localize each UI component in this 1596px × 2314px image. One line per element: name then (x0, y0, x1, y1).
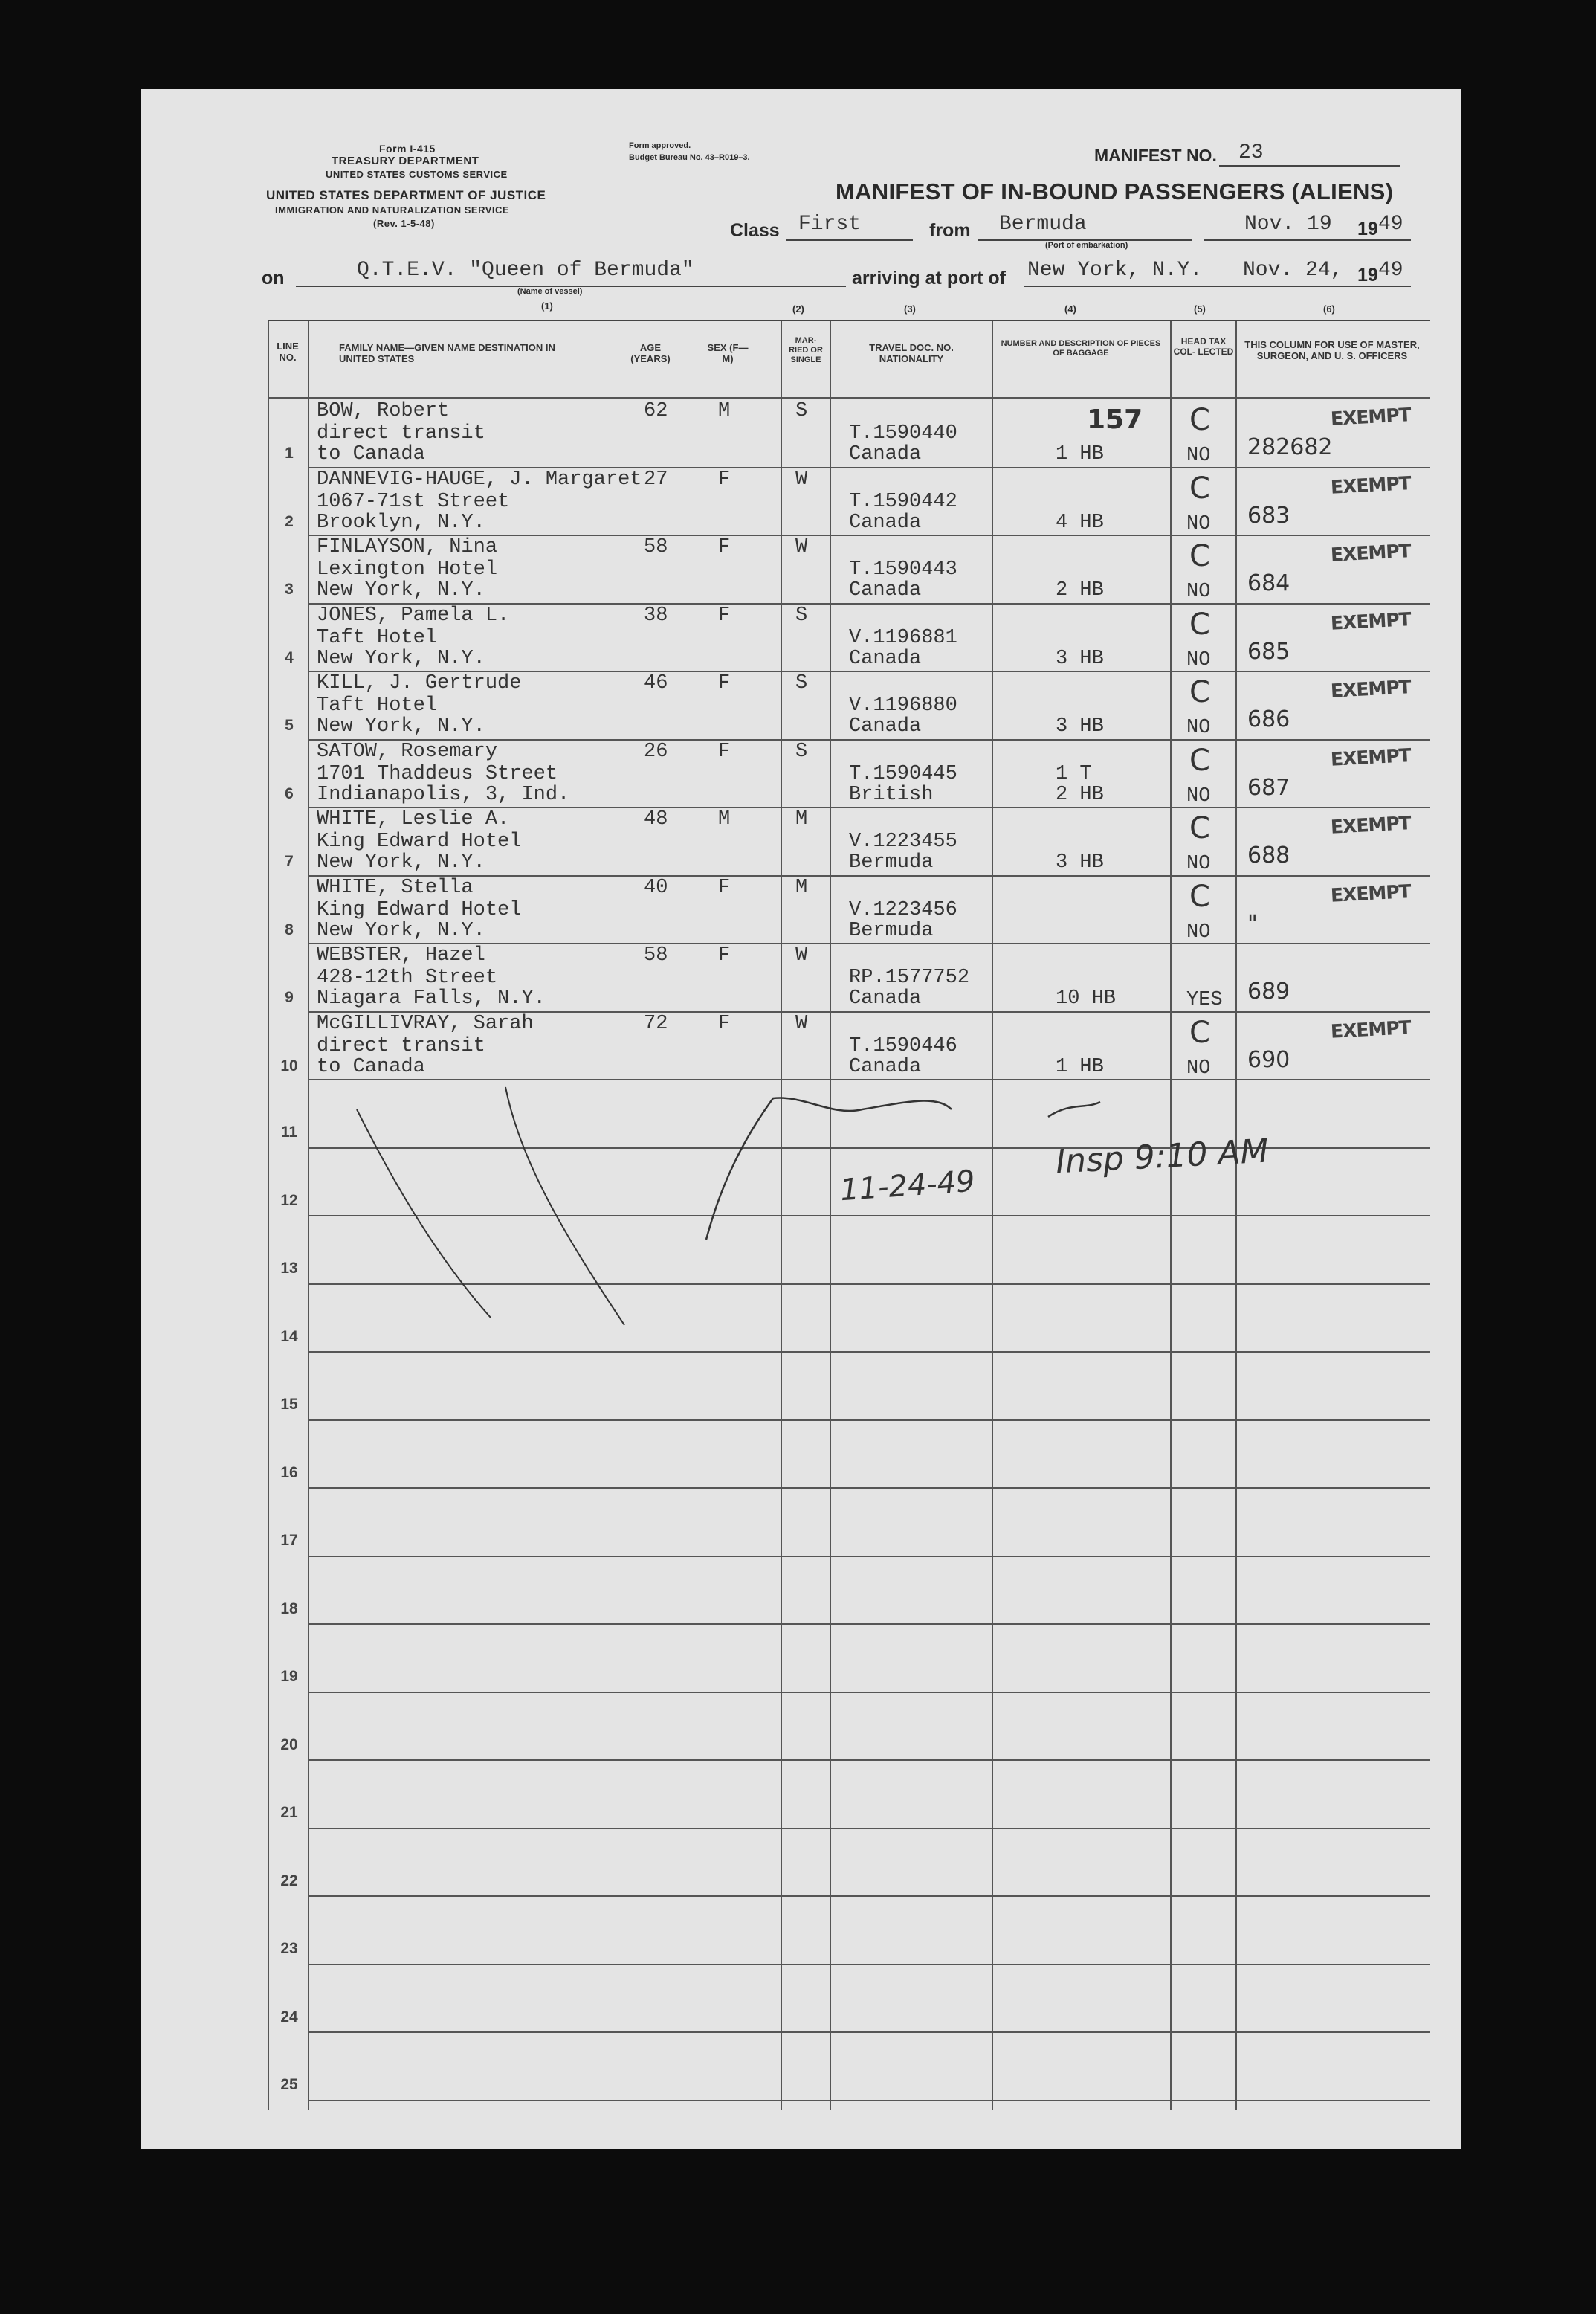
passenger-sex: F (718, 1012, 731, 1035)
head-tax-mark: C (1189, 743, 1210, 778)
baggage-note: 157 (1087, 405, 1143, 435)
nationality: Canada (849, 715, 922, 738)
line-number: 10 (280, 1057, 298, 1074)
inspector-note: Insp 9:10 AM (1054, 1132, 1270, 1182)
from-label: from (929, 220, 971, 241)
officer-number: " (1247, 910, 1258, 937)
passenger-age: 62 (644, 400, 668, 422)
class-line (786, 239, 913, 241)
manifest-no-line (1219, 165, 1400, 167)
embarkation-caption: (Port of embarkation) (1045, 241, 1128, 250)
depart-date: Nov. 19 (1244, 213, 1332, 236)
passenger-name: KILL, J. Gertrude (317, 672, 522, 694)
nationality: Bermuda (849, 851, 934, 874)
passenger-marital: S (795, 400, 808, 422)
row-divider (308, 1623, 1430, 1625)
row-divider (308, 2031, 1430, 2033)
baggage-hand: 3 HB (1056, 851, 1104, 874)
baggage-hand: 2 HB (1056, 783, 1104, 806)
col-num-2: (2) (792, 303, 804, 315)
row-divider (308, 1759, 1430, 1761)
arrival-line (1024, 286, 1411, 287)
passenger-age: 58 (644, 944, 668, 967)
exempt-stamp: EXEMPT (1330, 880, 1412, 906)
col-age: AGE (YEARS) (630, 342, 671, 364)
line-number: 20 (280, 1736, 298, 1753)
head-tax-collected: NO (1186, 512, 1211, 535)
head-tax-collected: YES (1186, 989, 1223, 1011)
on-label: on (262, 268, 285, 289)
passenger-sex: M (718, 808, 731, 831)
passenger-age: 40 (644, 876, 668, 899)
budget-bureau: Budget Bureau No. 43–R019–3. (629, 153, 750, 162)
passenger-age: 48 (644, 808, 668, 831)
col-num-1: (1) (541, 300, 553, 312)
line-number: 6 (285, 784, 294, 802)
col-baggage: NUMBER AND DESCRIPTION OF PIECES OF BAGGAGE (1001, 339, 1161, 358)
passenger-age: 38 (644, 604, 668, 627)
head-tax-mark: C (1189, 539, 1210, 573)
travel-doc-no: T.1590446 (849, 1034, 957, 1057)
passenger-sex: F (718, 944, 731, 967)
head-tax-mark: C (1189, 471, 1210, 506)
exempt-stamp: EXEMPT (1330, 812, 1412, 838)
line-number: 19 (280, 1668, 298, 1685)
passenger-marital: W (795, 1012, 808, 1035)
head-tax-collected: NO (1186, 1057, 1211, 1080)
passenger-destination: Niagara Falls, N.Y. (317, 987, 546, 1010)
passenger-sex: F (718, 740, 731, 763)
passenger-marital: M (795, 808, 808, 831)
passenger-sex: M (718, 400, 731, 422)
line-number: 21 (280, 1804, 298, 1821)
line-number: 1 (285, 445, 294, 462)
col-line-no: LINE NO. (277, 341, 299, 363)
passenger-name: WHITE, Stella (317, 876, 474, 899)
form-number: Form I-415 (379, 143, 436, 155)
pen-stroke (505, 1087, 624, 1325)
passenger-marital: S (795, 604, 808, 627)
ins-service: IMMIGRATION AND NATURALIZATION SERVICE (275, 204, 510, 216)
passenger-age: 26 (644, 740, 668, 763)
col-travel-doc: TRAVEL DOC. NO. NATIONALITY (869, 342, 954, 364)
passenger-marital: S (795, 740, 808, 763)
line-number: 5 (285, 717, 294, 734)
passenger-destination: Indianapolis, 3, Ind. (317, 783, 570, 806)
travel-doc-no: V.1223455 (849, 831, 957, 853)
exempt-stamp: EXEMPT (1330, 607, 1412, 634)
vessel-name: Q.T.E.V. "Queen of Bermuda" (357, 259, 694, 282)
travel-doc-no: T.1590442 (849, 490, 957, 513)
passenger-name: BOW, Robert (317, 400, 450, 422)
head-tax-collected: NO (1186, 445, 1211, 467)
row-divider (308, 1964, 1430, 1965)
head-tax-collected: NO (1186, 921, 1211, 944)
passenger-age: 27 (644, 468, 668, 491)
passenger-destination: direct transit (317, 422, 485, 445)
passenger-name: WHITE, Leslie A. (317, 808, 510, 831)
officer-number: 683 (1247, 502, 1290, 529)
passenger-destination: 428-12th Street (317, 967, 498, 989)
passenger-marital: W (795, 944, 808, 967)
travel-doc-no: V.1223456 (849, 898, 957, 921)
passenger-destination: New York, N.Y. (317, 851, 485, 874)
arriving-label: arriving at port of (852, 268, 1006, 289)
exempt-stamp: EXEMPT (1330, 540, 1412, 566)
line-number: 8 (285, 921, 294, 938)
manifest-sheet (141, 89, 1461, 2149)
travel-doc-no: RP.1577752 (849, 967, 970, 989)
col-num-6: (6) (1323, 303, 1335, 315)
head-tax-mark: C (1189, 879, 1210, 914)
passenger-sex: F (718, 536, 731, 558)
officer-number: 282682 (1247, 434, 1333, 460)
depart-year: 49 (1378, 213, 1403, 236)
passenger-destination: to Canada (317, 1055, 425, 1078)
passenger-name: SATOW, Rosemary (317, 740, 498, 763)
row-divider (308, 1828, 1430, 1829)
travel-doc-no: T.1590445 (849, 762, 957, 785)
passenger-destination: King Edward Hotel (317, 831, 522, 853)
exempt-stamp: EXEMPT (1330, 1016, 1412, 1042)
line-number: 2 (285, 512, 294, 530)
travel-doc-no: V.1196881 (849, 626, 957, 649)
class-label: Class (730, 220, 780, 241)
arrival-port: New York, N.Y. (1027, 259, 1203, 282)
passenger-sex: F (718, 604, 731, 627)
col-name-dest: FAMILY NAME—GIVEN NAME DESTINATION IN UNITED STATES (339, 342, 555, 364)
vessel-caption: (Name of vessel) (517, 287, 583, 296)
arrival-year: 49 (1378, 259, 1403, 282)
exempt-stamp: EXEMPT (1330, 676, 1412, 702)
col-officers: THIS COLUMN FOR USE OF MASTER, SURGEON, AND U. S. OFFICERS (1244, 339, 1420, 361)
head-tax-collected: NO (1186, 581, 1211, 603)
baggage-hand: 10 HB (1056, 987, 1117, 1010)
arrival-date: Nov. 24, (1243, 259, 1343, 282)
arrival-year-prefix: 19 (1357, 265, 1378, 286)
depart-year-prefix: 19 (1357, 219, 1378, 239)
passenger-destination: 1067-71st Street (317, 490, 510, 513)
row-divider (308, 1895, 1430, 1897)
nationality: Canada (849, 987, 922, 1010)
baggage-trunks: 1 T (1056, 762, 1092, 785)
baggage-hand: 4 HB (1056, 511, 1104, 534)
nationality: Canada (849, 579, 922, 602)
nationality: Bermuda (849, 919, 934, 942)
officer-number: 688 (1247, 842, 1290, 868)
travel-doc-no: V.1196880 (849, 694, 957, 717)
passenger-destination: Lexington Hotel (317, 558, 498, 581)
exempt-stamp: EXEMPT (1330, 744, 1412, 770)
passenger-destination: Taft Hotel (317, 626, 438, 649)
row-divider (308, 1692, 1430, 1693)
nationality: Canada (849, 443, 922, 465)
baggage-hand: 1 HB (1056, 1055, 1104, 1078)
pen-stroke (1048, 1102, 1100, 1117)
passenger-marital: W (795, 468, 808, 491)
officer-number: 687 (1247, 774, 1290, 801)
line-number: 22 (280, 1872, 298, 1889)
passenger-table (268, 320, 1430, 2110)
passenger-marital: W (795, 536, 808, 558)
exempt-stamp: EXEMPT (1330, 471, 1412, 498)
head-tax-mark: C (1189, 675, 1210, 709)
col-sex: SEX (F—M) (707, 342, 749, 364)
officer-number: 686 (1247, 706, 1290, 732)
head-tax-collected: NO (1186, 717, 1211, 739)
line-number: 18 (280, 1599, 298, 1617)
nationality: Canada (849, 647, 922, 670)
col-num-4: (4) (1064, 303, 1076, 315)
justice-dept: UNITED STATES DEPARTMENT OF JUSTICE (266, 188, 546, 202)
baggage-hand: 3 HB (1056, 715, 1104, 738)
handwriting-overlay (268, 321, 1430, 1437)
head-tax-mark: C (1189, 1015, 1210, 1050)
signature-date: 11-24-49 (839, 1164, 976, 1208)
line-number: 16 (280, 1463, 298, 1481)
head-tax-collected: NO (1186, 853, 1211, 875)
head-tax-collected: NO (1186, 648, 1211, 671)
depart-date-line (1204, 239, 1411, 241)
passenger-destination: New York, N.Y. (317, 715, 485, 738)
officer-number: 684 (1247, 570, 1290, 596)
passenger-name: DANNEVIG-HAUGE, J. Margaret (317, 468, 642, 491)
passenger-destination: New York, N.Y. (317, 579, 485, 602)
line-number: 12 (280, 1191, 298, 1209)
line-number: 17 (280, 1532, 298, 1549)
passenger-name: JONES, Pamela L. (317, 604, 510, 627)
line-number: 15 (280, 1396, 298, 1413)
nationality: Canada (849, 511, 922, 534)
head-tax-mark: C (1189, 403, 1210, 437)
passenger-sex: F (718, 468, 731, 491)
form-approved: Form approved. (629, 141, 691, 150)
passenger-marital: S (795, 672, 808, 694)
col-head-tax: HEAD TAX COL- LECTED (1173, 336, 1234, 357)
from-value: Bermuda (999, 213, 1087, 236)
line-number: 9 (285, 989, 294, 1006)
col-marital: MAR- RIED OR SINGLE (789, 336, 823, 364)
baggage-hand: 1 HB (1056, 443, 1104, 465)
head-tax-collected: NO (1186, 784, 1211, 808)
nationality: British (849, 783, 934, 806)
customs-service: UNITED STATES CUSTOMS SERVICE (326, 169, 508, 180)
passenger-age: 58 (644, 536, 668, 558)
baggage-hand: 3 HB (1056, 647, 1104, 670)
passenger-sex: F (718, 672, 731, 694)
line-number: 7 (285, 853, 294, 870)
line-number: 23 (280, 1940, 298, 1957)
line-number: 14 (280, 1327, 298, 1345)
col-num-3: (3) (904, 303, 916, 315)
line-number: 24 (280, 2008, 298, 2025)
line-number: 13 (280, 1260, 298, 1277)
line-number: 25 (280, 2076, 298, 2093)
manifest-no-label: MANIFEST NO. (1094, 146, 1217, 165)
class-value: First (798, 213, 862, 236)
baggage-hand: 2 HB (1056, 579, 1104, 602)
row-divider (308, 2100, 1430, 2101)
head-tax-mark: C (1189, 811, 1210, 845)
passenger-destination: direct transit (317, 1034, 485, 1057)
nationality: Canada (849, 1055, 922, 1078)
row-divider (308, 1556, 1430, 1557)
row-divider (308, 1487, 1430, 1489)
form-revision: (Rev. 1-5-48) (373, 218, 435, 229)
line-number: 4 (285, 648, 294, 666)
passenger-destination: to Canada (317, 443, 425, 465)
passenger-marital: M (795, 876, 808, 899)
officer-number: 685 (1247, 638, 1290, 665)
passenger-destination: Brooklyn, N.Y. (317, 511, 485, 534)
passenger-name: McGILLIVRAY, Sarah (317, 1012, 534, 1035)
officer-number: 689 (1247, 979, 1290, 1005)
passenger-sex: F (718, 876, 731, 899)
line-number: 3 (285, 581, 294, 598)
travel-doc-no: T.1590440 (849, 422, 957, 445)
travel-doc-no: T.1590443 (849, 558, 957, 581)
passenger-destination: King Edward Hotel (317, 898, 522, 921)
passenger-name: WEBSTER, Hazel (317, 944, 485, 967)
head-tax-mark: C (1189, 607, 1210, 642)
manifest-title: MANIFEST OF IN-BOUND PASSENGERS (ALIENS) (836, 178, 1394, 204)
passenger-destination: 1701 Thaddeus Street (317, 762, 558, 785)
pen-stroke (357, 1109, 491, 1318)
passenger-destination: Taft Hotel (317, 694, 438, 717)
passenger-name: FINLAYSON, Nina (317, 536, 498, 558)
passenger-destination: New York, N.Y. (317, 647, 485, 670)
passenger-age: 46 (644, 672, 668, 694)
passenger-destination: New York, N.Y. (317, 919, 485, 942)
exempt-stamp: EXEMPT (1330, 404, 1412, 430)
manifest-no-value: 23 (1238, 141, 1264, 164)
line-number: 11 (280, 1124, 298, 1141)
treasury-dept: TREASURY DEPARTMENT (332, 155, 479, 167)
passenger-age: 72 (644, 1012, 668, 1035)
col-num-5: (5) (1194, 303, 1206, 315)
officer-number: 690 (1247, 1046, 1290, 1073)
